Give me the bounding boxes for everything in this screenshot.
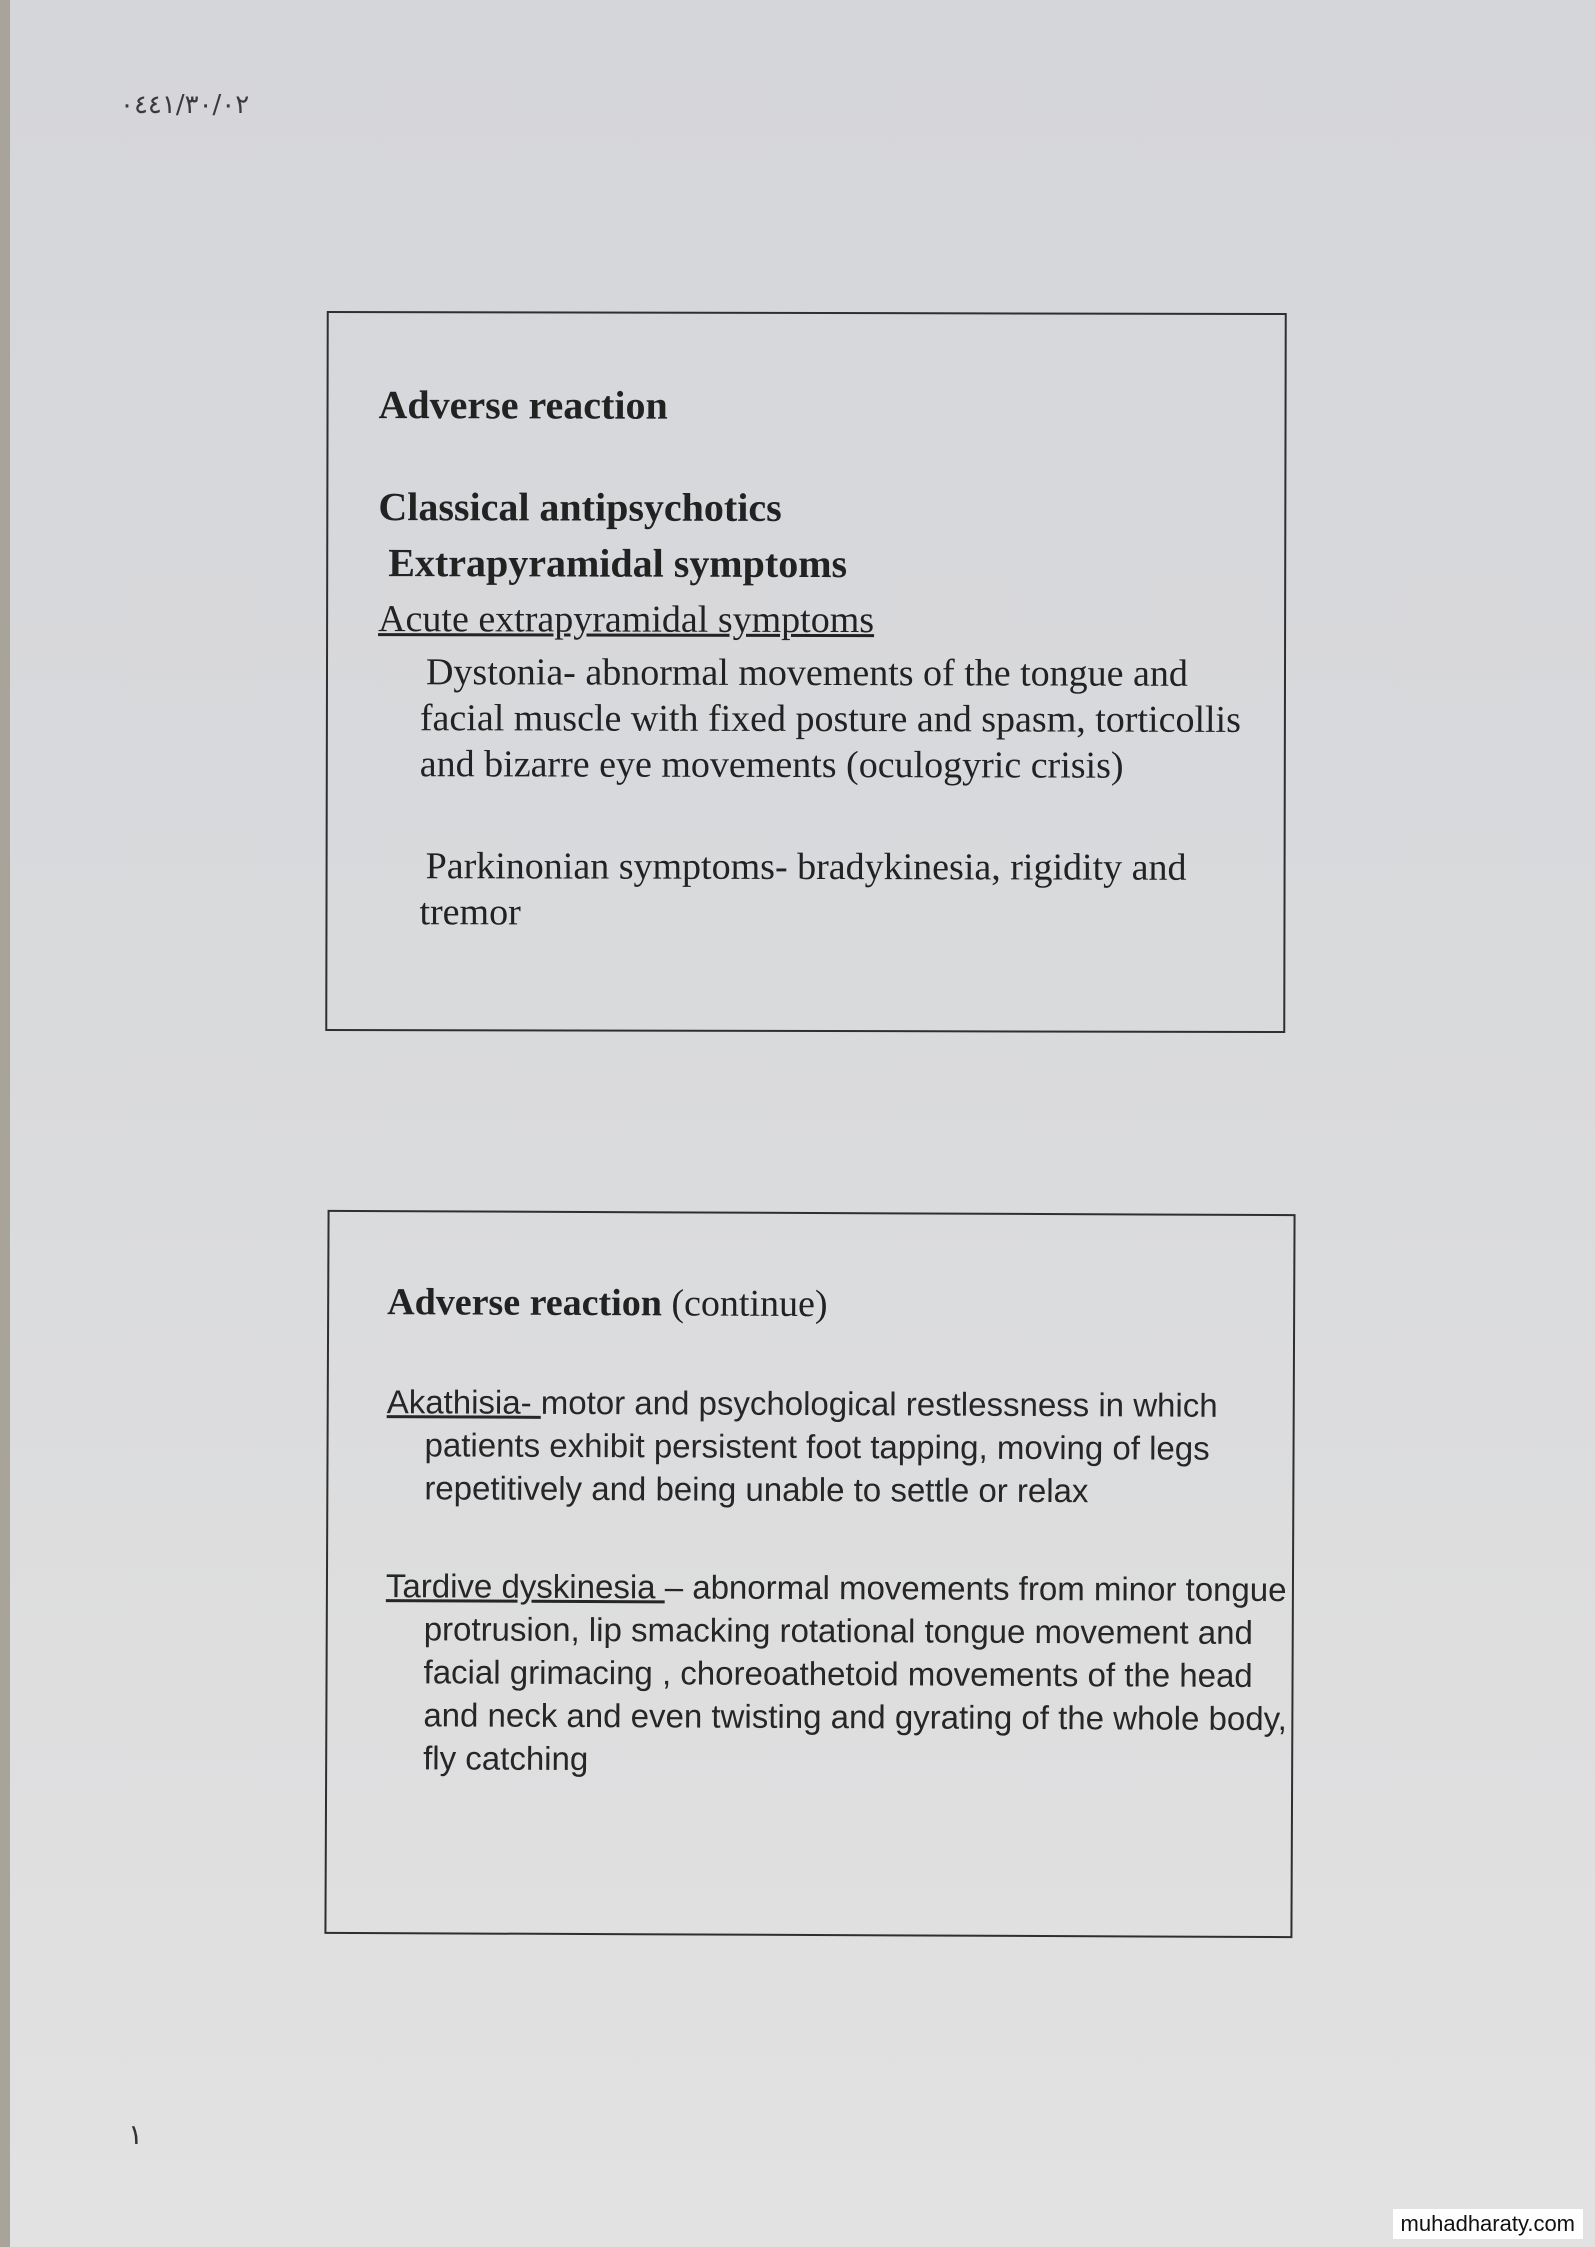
page-number: ١ — [128, 2118, 144, 2151]
dystonia-paragraph: Dystonia- abnormal movements of the tongue and facial muscle with fixed posture and spasm, torticollis and bizarre eye movements (oculogyric crisis) — [419, 651, 1241, 787]
akathisia-term: Akathisia- — [386, 1383, 541, 1421]
document-page — [10, 0, 1595, 2247]
slide-title-suffix: (continue) — [661, 1282, 828, 1326]
slide-adverse-continue — [324, 1210, 1295, 1938]
parkinsonian-paragraph: Parkinonian symptoms- bradykinesia, rigidity and tremor — [419, 845, 1187, 934]
heading-classical-antipsychotics: Classical antipsychotics — [378, 484, 782, 530]
slide-title — [387, 1280, 828, 1326]
akathisia-text: motor and psychological restlessness in which patients exhibit persistent foot tapping, moving of legs repetitively and being unable to settle or relax — [424, 1383, 1218, 1510]
heading-extrapyramidal-symptoms: Extrapyramidal symptoms — [388, 540, 848, 587]
watermark: muhadharaty.com — [1393, 2209, 1583, 2239]
slide-extrapyramidal — [325, 311, 1287, 1033]
heading-acute-extrapyramidal: Acute extrapyramidal symptoms — [378, 598, 875, 642]
date-stamp: ٢٠/٠٣/١٤٤٠ — [120, 90, 250, 120]
tardive-dyskinesia-item — [385, 1564, 1294, 1783]
tardive-dyskinesia-text: – abnormal movements from minor tongue protrusion, lip smacking rotational tongue movement and facial grimacing , choreoathetoid movements of the head and neck and even twisting and gyrating of the whole body, fly catching — [423, 1568, 1287, 1778]
akathisia-item — [386, 1380, 1295, 1513]
slide-title: Adverse reaction — [378, 382, 668, 428]
tardive-dyskinesia-term: Tardive dyskinesia — [385, 1567, 665, 1606]
slide-title-bold: Adverse reaction — [387, 1281, 663, 1325]
